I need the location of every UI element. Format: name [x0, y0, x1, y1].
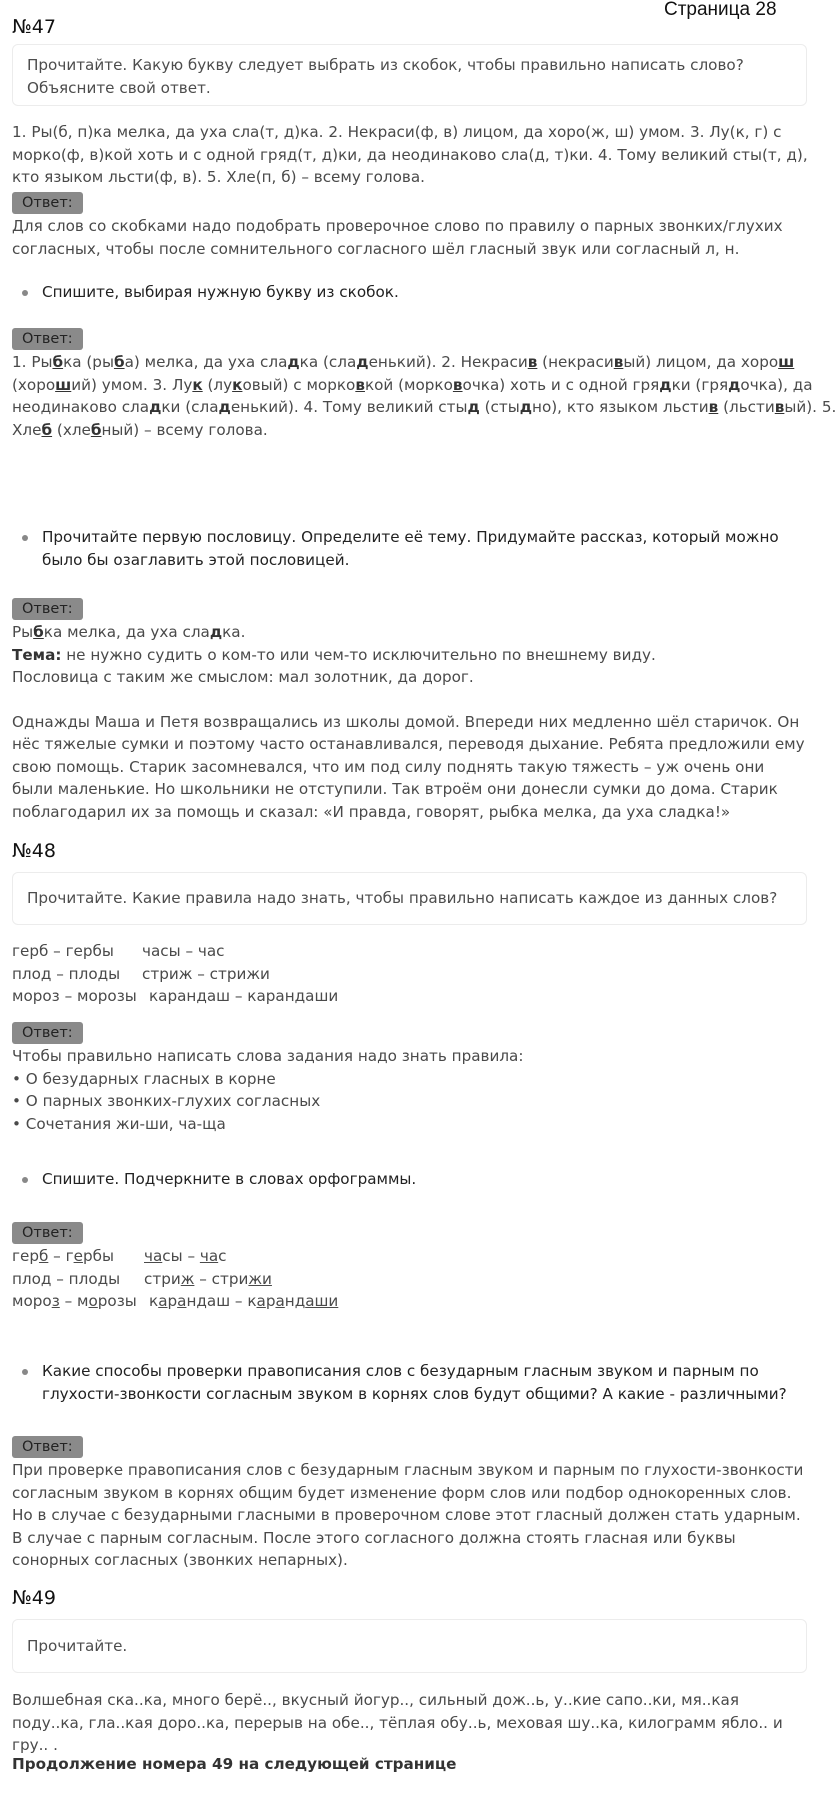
- exercise-48-words: [12, 940, 808, 1008]
- answer-line: неодинаково сладки (сладенький). 4. Тому великий стыд (стыдно), кто языком льстив (льстивый). 5.: [12, 398, 836, 416]
- rule-item: • Сочетания жи-ши, ча-ща: [12, 1114, 226, 1133]
- page-number-label: Страница 28: [664, 0, 777, 20]
- answer-badge: Ответ:: [12, 192, 83, 214]
- bullet-dot: [22, 535, 28, 541]
- exercise-48-task-3: [22, 1360, 802, 1405]
- word-row: мороз – морозы карандаш – карандаши: [12, 987, 339, 1005]
- bullet-dot: [22, 290, 28, 296]
- task-text: Какие способы проверки правописания слов с безударным гласным звуком и парным по глухости-звонкости согласным звуком в корнях слов будут общими? А какие - различными?: [42, 1362, 787, 1403]
- word-row: мороз – морозы карандаш – карандаши: [12, 1292, 339, 1310]
- exercise-47-task-3: [22, 526, 802, 571]
- exercise-48-answer-2: [12, 1245, 808, 1313]
- theme-line: Тема: не нужно судить о ком-то или чем-то исключительно по внешнему виду.: [12, 645, 656, 664]
- answer-line: (хороший) умом. 3. Лук (луковый) с морковкой (морковочка) хоть и с одной грядки (грядочка), да: [12, 375, 813, 394]
- exercise-47-answer-3: [12, 621, 808, 823]
- exercise-47-title: №47: [12, 16, 56, 38]
- exercise-47-answer-2: [12, 351, 836, 441]
- exercise-48-question: Прочитайте. Какие правила надо знать, чтобы правильно написать каждое из данных слов?: [27, 889, 778, 907]
- answer-badge: Ответ:: [12, 598, 83, 620]
- word-row: герб – гербы часы – час: [12, 942, 225, 960]
- task-text: Спишите. Подчеркните в словах орфограммы.: [42, 1170, 417, 1188]
- bullet-dot: [22, 1177, 28, 1183]
- answer-badge: Ответ:: [12, 1436, 83, 1458]
- answer-line: 1. Рыбка (рыба) мелка, да уха сладка (сладенький). 2. Некрасив (некрасивый) лицом, да хорош: [12, 353, 795, 371]
- word-row: плод – плоды стриж – стрижи: [12, 1269, 272, 1288]
- exercise-48-answer-3: При проверке правописания слов с безударным гласным звуком и парным по глухости-звонкости согласным звуком в корнях общим будет изменение форм слов или подбор однокоренных слов. Но в случае с безударными гласными в проверочном слове этот гласный должен стать ударным. В случае с парным согласным. После этого согласного должна стоять гласная или буквы сонорных согласных (звонких непарных).: [12, 1461, 804, 1569]
- exercise-47-question: Прочитайте. Какую букву следует выбрать из скобок, чтобы правильно написать слово? Объясните свой ответ.: [27, 56, 744, 97]
- exercise-47-text: 1. Ры(б, п)ка мелка, да уха сла(т, д)ка. 2. Некраси(ф, в) лицом, да хоро(ж, ш) умом. 3. Лу(к, г) с морко(ф, в)кой хоть и с одной гряд(т, д)ки, да неодинаково сла(д, т)ки. 4. Тому великий сты(т, д), кто языком льсти(ф, в). 5. Хле(п, б) – всему голова.: [12, 123, 808, 186]
- word-row: герб – гербы часы – час: [12, 1247, 227, 1265]
- bullet-dot: [22, 1369, 28, 1375]
- exercise-47-task-2: [22, 281, 802, 304]
- story-text: Однажды Маша и Петя возвращались из школы домой. Впереди них медленно шёл старичок. Он нёс тяжелые сумки и поэтому часто останавливался, переводя дыхание. Ребята предложили ему свою помощь. Старик засомневался, что им под силу поднять такую тяжесть – уж очень они были маленькие. Но школьники не отступили. Так втроём они донесли сумки до дома. Старик поблагодарил их за помощь и сказал: «И правда, говорят, рыбка мелка, да уха сладка!»: [12, 712, 805, 821]
- exercise-48-question-box: [12, 872, 807, 925]
- exercise-49-question: Прочитайте.: [27, 1637, 128, 1655]
- exercise-47-answer-1: Для слов со скобками надо подобрать проверочное слово по правилу о парных звонких/глухих согласных, чтобы после сомнительного согласного шёл гласный звук или согласный л, н.: [12, 217, 783, 258]
- exercise-48-task-2: [22, 1168, 802, 1191]
- answer-badge: Ответ:: [12, 1022, 83, 1044]
- exercise-48-answer-1: [12, 1045, 808, 1135]
- exercise-49-text: Волшебная ска..ка, много берё.., вкусный йогур.., сильный дож..ь, у..кие сапо..ки, мя..кая поду..ка, гла..кая доро..ка, перерыв на обе.., тёплая обу..ь, меховая шу..ка, килограмм ябло.. и гру.. .: [12, 1691, 783, 1754]
- exercise-49-question-box: [12, 1619, 807, 1673]
- exercise-47-question-box: [12, 44, 807, 106]
- rule-item: • О безударных гласных в корне: [12, 1069, 276, 1088]
- exercise-48-title: №48: [12, 840, 56, 862]
- proverb-line: Рыбка мелка, да уха сладка.: [12, 623, 246, 641]
- answer-line: Хлеб (хлебный) – всему голова.: [12, 420, 268, 439]
- word-row: плод – плоды стриж – стрижи: [12, 964, 270, 983]
- task-text: Прочитайте первую пословицу. Определите её тему. Придумайте рассказ, который можно было бы озаглавить этой пословицей.: [42, 528, 779, 569]
- rules-intro: Чтобы правильно написать слова задания надо знать правила:: [12, 1047, 524, 1065]
- exercise-49-title: №49: [12, 1587, 56, 1609]
- similar-proverb: Пословица с таким же смыслом: мал золотник, да дорог.: [12, 668, 474, 686]
- answer-badge: Ответ:: [12, 1222, 83, 1244]
- rule-item: • О парных звонких-глухих согласных: [12, 1092, 321, 1110]
- task-text: Спишите, выбирая нужную букву из скобок.: [42, 283, 399, 301]
- continued-note: Продолжение номера 49 на следующей странице: [12, 1755, 457, 1773]
- answer-badge: Ответ:: [12, 328, 83, 350]
